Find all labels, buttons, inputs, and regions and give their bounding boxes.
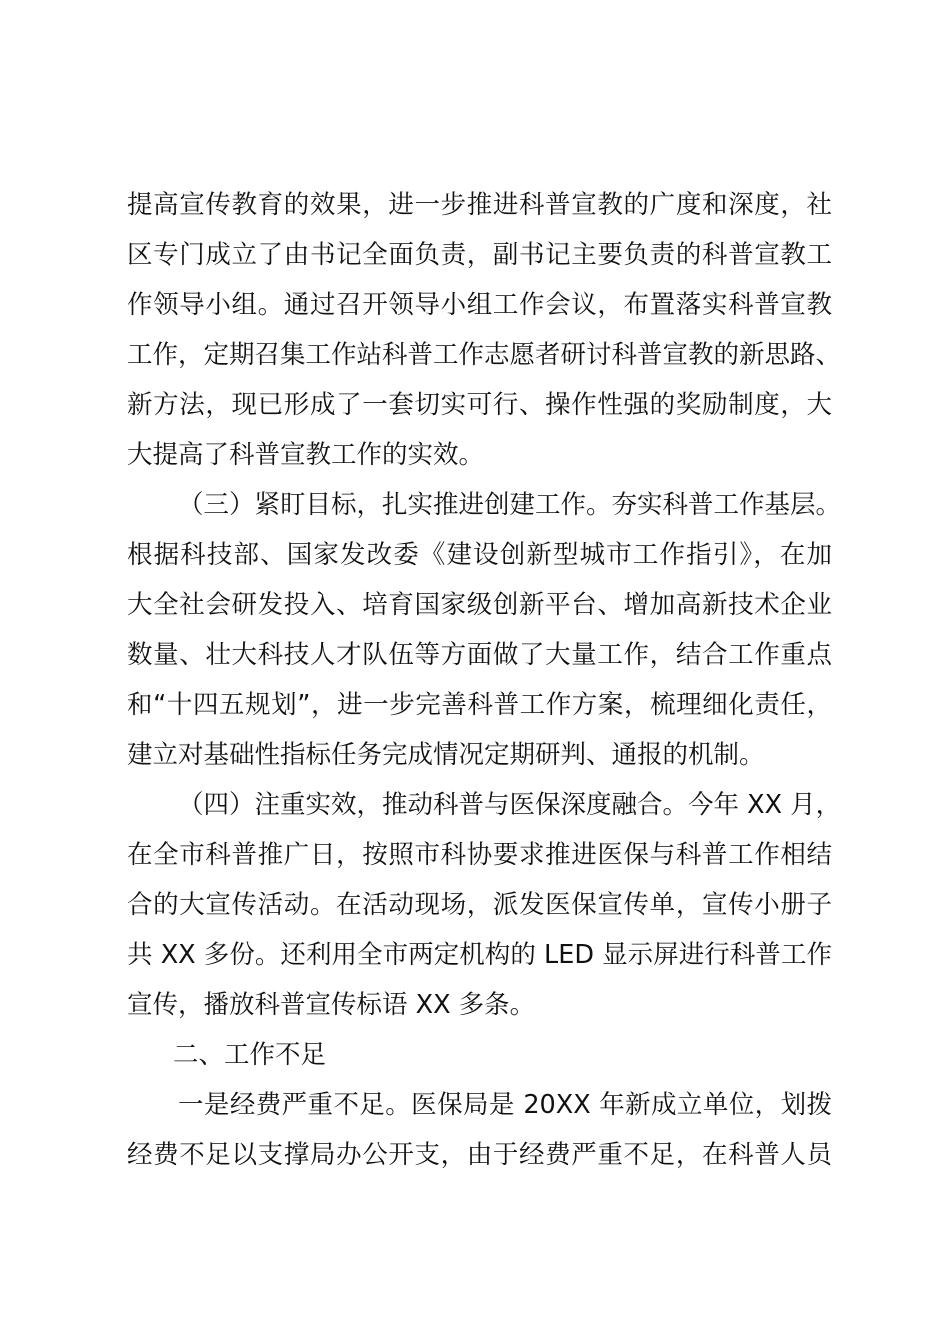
text-line: 经费不足以支撑局办公开支，由于经费严重不足，在科普人员 bbox=[127, 1140, 832, 1170]
text-line: 和“十四五规划”，进一步完善科普工作方案，梳理细化责任， bbox=[127, 690, 832, 720]
text-line: （三）紧盯目标，扎实推进创建工作。夯实科普工作基层。 bbox=[178, 490, 842, 520]
text-line: 新方法，现已形成了一套切实可行、操作性强的奖励制度，大 bbox=[127, 390, 832, 420]
paragraph bbox=[127, 780, 842, 1030]
text-line: 在全市科普推广日，按照市科协要求推进医保与科普工作相结 bbox=[127, 840, 832, 870]
section-heading bbox=[127, 1030, 832, 1080]
text-line: 数量、壮大科技人才队伍等方面做了大量工作，结合工作重点 bbox=[127, 640, 832, 670]
text-line: 大全社会研发投入、培育国家级创新平台、增加高新技术企业 bbox=[127, 590, 832, 620]
text-line: 合的大宣传活动。在活动现场，派发医保宣传单，宣传小册子 bbox=[127, 890, 832, 920]
text-line: （四）注重实效，推动科普与医保深度融合。今年 XX 月， bbox=[178, 790, 842, 820]
text-line: 大提高了科普宣教工作的实效。 bbox=[127, 440, 485, 470]
paragraph bbox=[127, 480, 842, 780]
text-line: 工作，定期召集工作站科普工作志愿者研讨科普宣教的新思路、 bbox=[127, 340, 842, 370]
paragraph bbox=[127, 180, 842, 480]
text-line: 区专门成立了由书记全面负责，副书记主要负责的科普宣教工 bbox=[127, 240, 832, 270]
text-line: 宣传，播放科普宣传标语 XX 多条。 bbox=[127, 990, 536, 1020]
text-line: 共 XX 多份。还利用全市两定机构的 LED 显示屏进行科普工作 bbox=[127, 940, 832, 970]
text-line: 根据科技部、国家发改委《建设创新型城市工作指引》，在加 bbox=[127, 540, 832, 570]
heading-text: 二、工作不足 bbox=[173, 1040, 327, 1070]
text-line: 建立对基础性指标任务完成情况定期研判、通报的机制。 bbox=[127, 740, 765, 770]
text-line: 提高宣传教育的效果，进一步推进科普宣教的广度和深度，社 bbox=[127, 190, 832, 220]
text-line: 一是经费严重不足。医保局是 20XX 年新成立单位，划拨 bbox=[178, 1090, 832, 1120]
paragraph bbox=[127, 1080, 832, 1180]
text-line: 作领导小组。通过召开领导小组工作会议，布置落实科普宣教 bbox=[127, 290, 832, 320]
document-body bbox=[127, 180, 842, 1180]
